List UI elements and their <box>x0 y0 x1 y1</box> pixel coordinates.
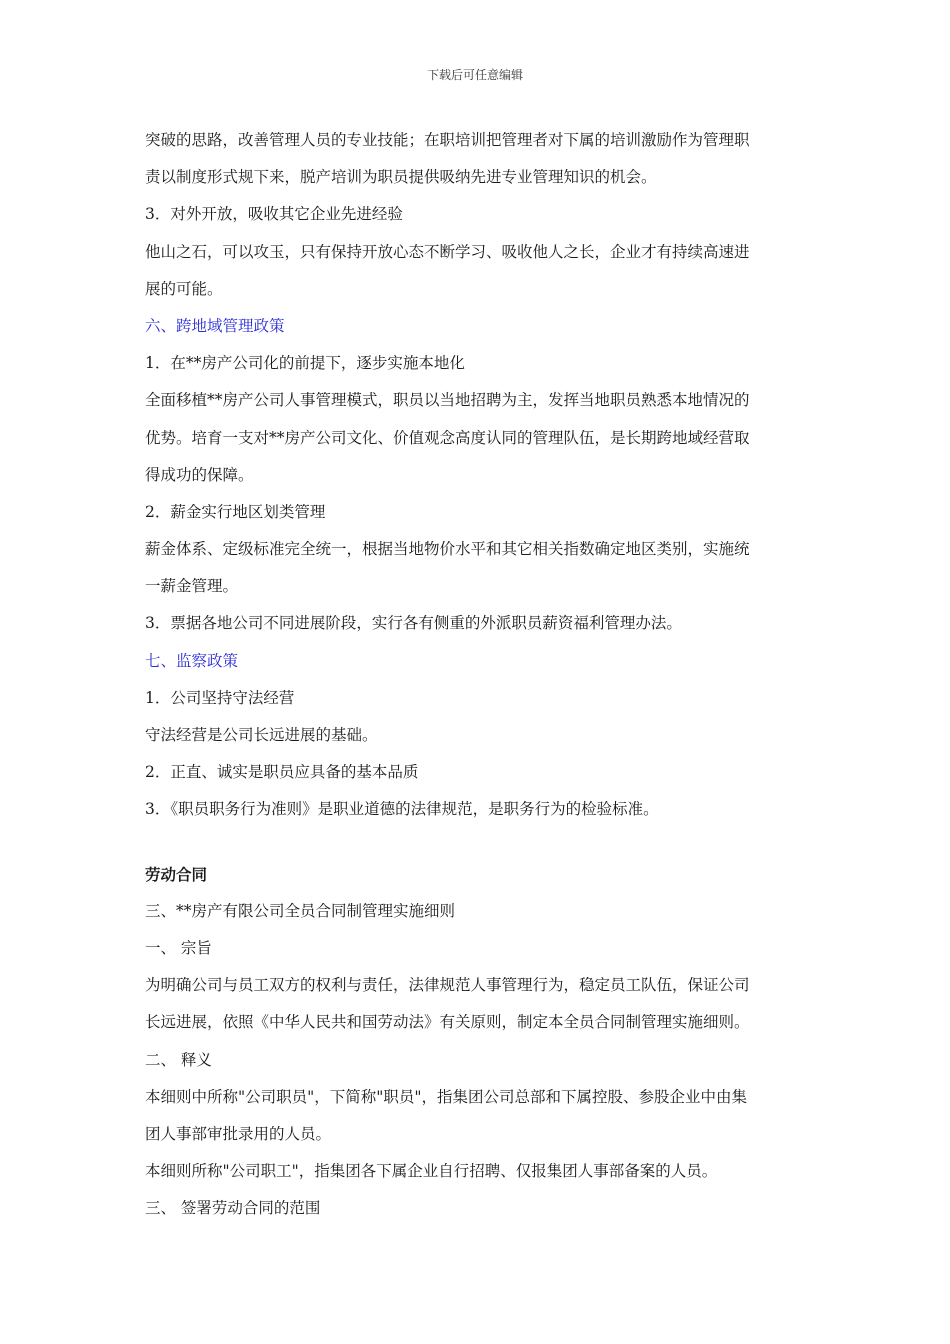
paragraph-line: 本细则所称"公司职工"，指集团各下属企业自行招聘、仅报集团人事部备案的人员。 <box>145 1162 718 1181</box>
paragraph-line: 他山之石，可以攻玉，只有保持开放心态不断学习、吸收他人之长，企业才有持续高速进 <box>145 242 750 261</box>
section-gap <box>145 829 810 856</box>
subsection-heading: 一、 宗旨 <box>145 938 212 957</box>
paragraph-line: 团人事部审批录用的人员。 <box>145 1124 332 1143</box>
paragraph-line: 展的可能。 <box>145 279 223 298</box>
paragraph-line: 长远进展，依照《中华人民共和国劳动法》有关原则，制定本全员合同制管理实施细则。 <box>145 1013 750 1032</box>
paragraph-line: 一薪金管理。 <box>145 577 239 596</box>
section-heading: 七、监察政策 <box>145 651 239 670</box>
paragraph-line: 守法经营是公司长远进展的基础。 <box>145 726 378 744</box>
paragraph-line: 为明确公司与员工双方的权利与责任，法律规范人事管理行为，稳定员工队伍，保证公司 <box>145 976 750 995</box>
paragraph-line: 责以制度形式规下来，脱产培训为职员提供吸纳先进专业管理知识的机会。 <box>145 168 657 187</box>
page-header: 下载后可任意编辑 <box>426 68 523 82</box>
paragraph-line: 突破的思路，改善管理人员的专业技能；在职培训把管理者对下属的培训激励作为管理职 <box>145 131 750 149</box>
paragraph-line: 全面移植**房产公司人事管理模式，职员以当地招聘为主，发挥当地职员熟悉本地情况的 <box>145 391 750 410</box>
paragraph-line: 本细则中所称"公司职员"，下简称"职员"，指集团公司总部和下属控股、参股企业中由集 <box>145 1087 748 1106</box>
paragraph-line: 得成功的保障。 <box>145 465 254 484</box>
list-item: 3．票据各地公司不同进展阶段，实行各有侧重的外派职员薪资福利管理办法。 <box>145 614 682 633</box>
document-body <box>145 122 810 1227</box>
list-item: 2．薪金实行地区划类管理 <box>145 502 326 521</box>
paragraph-line: 优势。培育一支对**房产公司文化、价值观念高度认同的管理队伍，是长期跨地域经营取 <box>145 428 750 447</box>
list-item: 2．正直、诚实是职员应具备的基本品质 <box>145 763 419 782</box>
subsection-heading: 二、 释义 <box>145 1050 212 1069</box>
list-item: 3．对外开放，吸收其它企业先进经验 <box>145 205 403 224</box>
list-item: 1．公司坚持守法经营 <box>145 688 295 707</box>
subsection-heading: 三、 签署劳动合同的范围 <box>145 1199 321 1218</box>
paragraph-line: 薪金体系、定级标准完全统一，根据当地物价水平和其它相关指数确定地区类别，实施统 <box>145 540 750 559</box>
list-item: 1．在**房产公司化的前提下，逐步实施本地化 <box>145 354 465 373</box>
chapter-title: 劳动合同 <box>145 864 208 884</box>
section-heading: 六、跨地域管理政策 <box>145 316 285 335</box>
subsection-heading: 三、**房产有限公司全员合同制管理实施细则 <box>145 901 456 920</box>
list-item: 3．《职员职务行为准则》是职业道德的法律规范，是职务行为的检验标准。 <box>145 800 659 819</box>
